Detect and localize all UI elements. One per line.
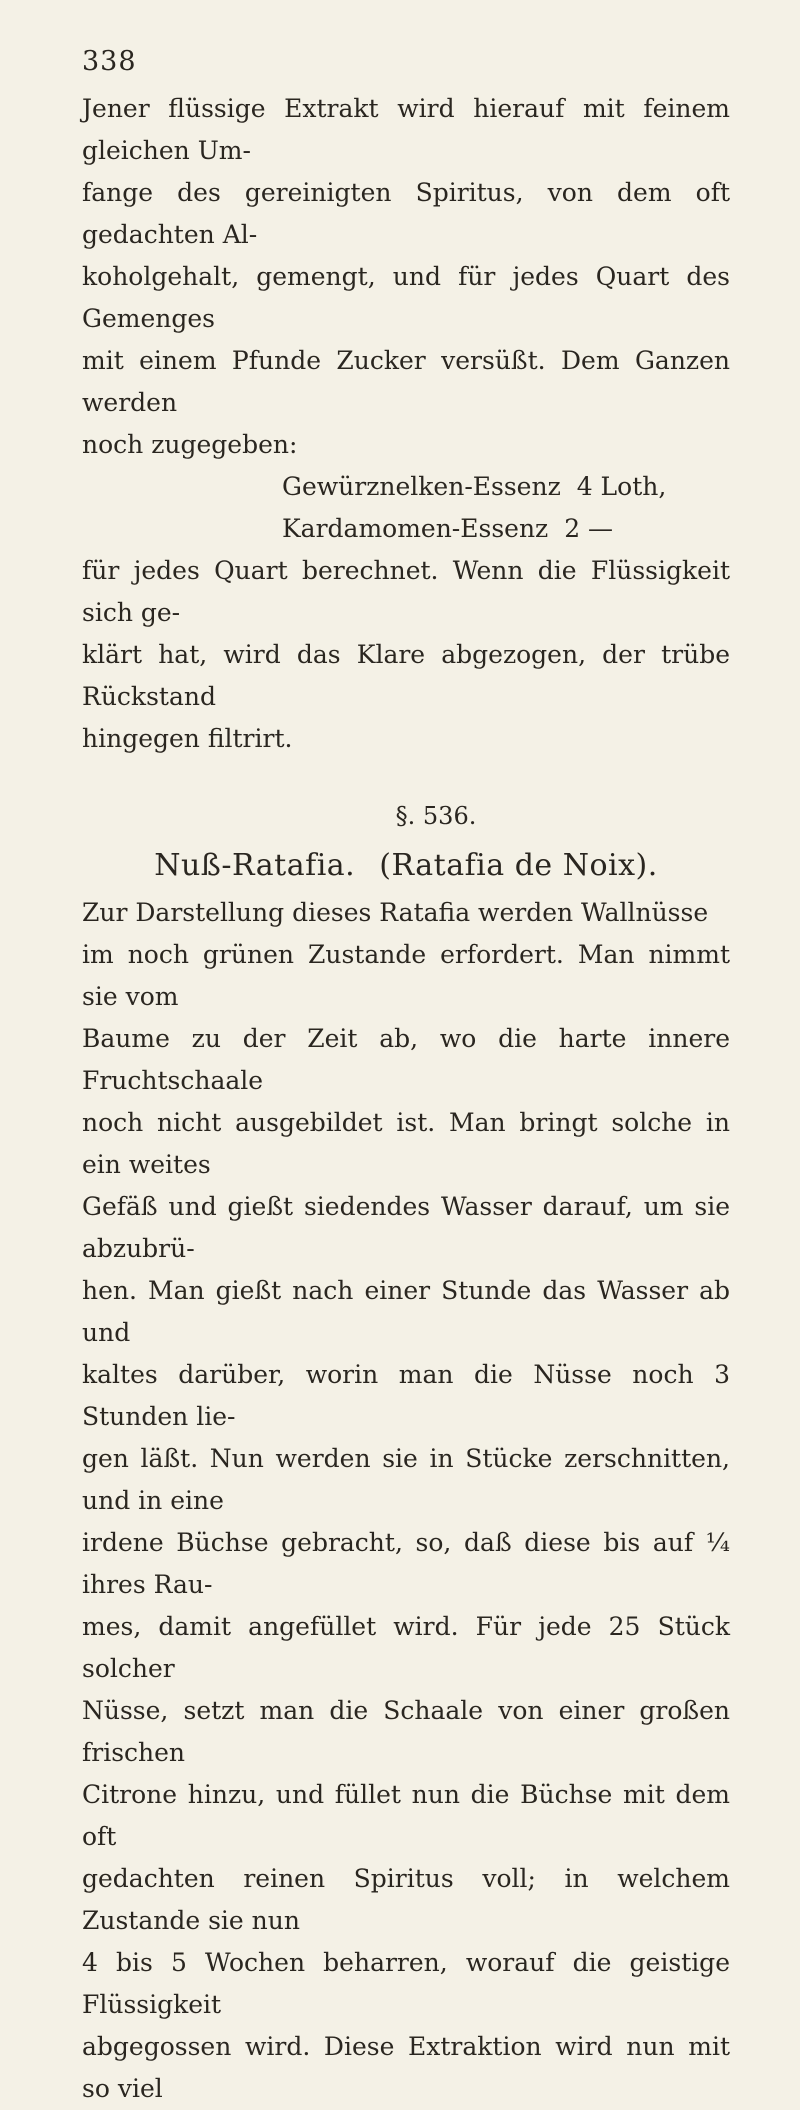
text-line: Zur Darstellung dieses Ratafia werden Wallnüsse [82,898,709,927]
text-line: abgegossen wird. Diese Extraktion wird nun mit so viel [82,2032,730,2103]
text-line: im noch grünen Zustande erfordert. Man nimmt sie vom [82,940,730,1011]
paragraph-clarification [82,550,730,760]
text-line: kaltes darüber, worin man die Nüsse noch 3 Stunden lie- [82,1360,730,1431]
ingredient-name: Gewürznelken-Essenz [282,472,561,501]
ingredient-amount: 4 Loth, [576,472,667,501]
text-line: Jener flüssige Extrakt wird hierauf mit feinem gleichen Um- [82,94,730,165]
text-line: koholgehalt, gemengt, und für jedes Quart des Gemenges [82,262,730,333]
paragraph-nut-ratafia [82,892,730,2110]
ingredient-amount: 2 — [564,514,614,543]
page-number: 338 [82,46,137,77]
section-number: §. 536. [395,802,477,830]
section-heading [82,840,730,892]
text-line: hen. Man gießt nach einer Stunde das Wasser ab und [82,1276,730,1347]
text-line: mes, damit angefüllet wird. Für jede 25 Stück solcher [82,1612,730,1683]
text-line: Gefäß und gießt siedendes Wasser darauf, um sie abzubrü- [82,1192,730,1263]
text-line: klärt hat, wird das Klare abgezogen, der trübe Rückstand [82,640,730,711]
text-line: noch nicht ausgebildet ist. Man bringt solche in ein weites [82,1108,730,1179]
section-latin-title: (Ratafia de Noix). [379,848,658,883]
ingredient-name: Kardamomen-Essenz [282,514,549,543]
text-line: gedachten reinen Spiritus voll; in welchem Zustande sie nun [82,1864,730,1935]
text-line: 4 bis 5 Wochen beharren, worauf die geistige Flüssigkeit [82,1948,730,2019]
text-line: gen läßt. Nun werden sie in Stücke zerschnitten, und in eine [82,1444,730,1515]
ingredient-row [282,508,730,550]
section-title: Nuß-Ratafia. [154,848,356,883]
text-line: Nüsse, setzt man die Schaale von einer großen frischen [82,1696,730,1767]
text-line: Baume zu der Zeit ab, wo die harte innere Fruchtschaale [82,1024,730,1095]
text-line: für jedes Quart berechnet. Wenn die Flüssigkeit sich ge- [82,556,730,627]
text-line: irdene Büchse gebracht, so, daß diese bis auf ¼ ihres Rau- [82,1528,730,1599]
paragraph-extract-mixing [82,88,730,466]
page-content [82,88,730,2110]
text-line: Citrone hinzu, und füllet nun die Büchse mit dem oft [82,1780,730,1851]
text-line: noch zugegeben: [82,430,298,459]
ingredient-list [82,466,730,550]
text-line: fange des gereinigten Spiritus, von dem oft gedachten Al- [82,178,730,249]
text-line: hingegen filtrirt. [82,724,293,753]
ingredient-row [282,466,730,508]
text-line: mit einem Pfunde Zucker versüßt. Dem Ganzen werden [82,346,730,417]
